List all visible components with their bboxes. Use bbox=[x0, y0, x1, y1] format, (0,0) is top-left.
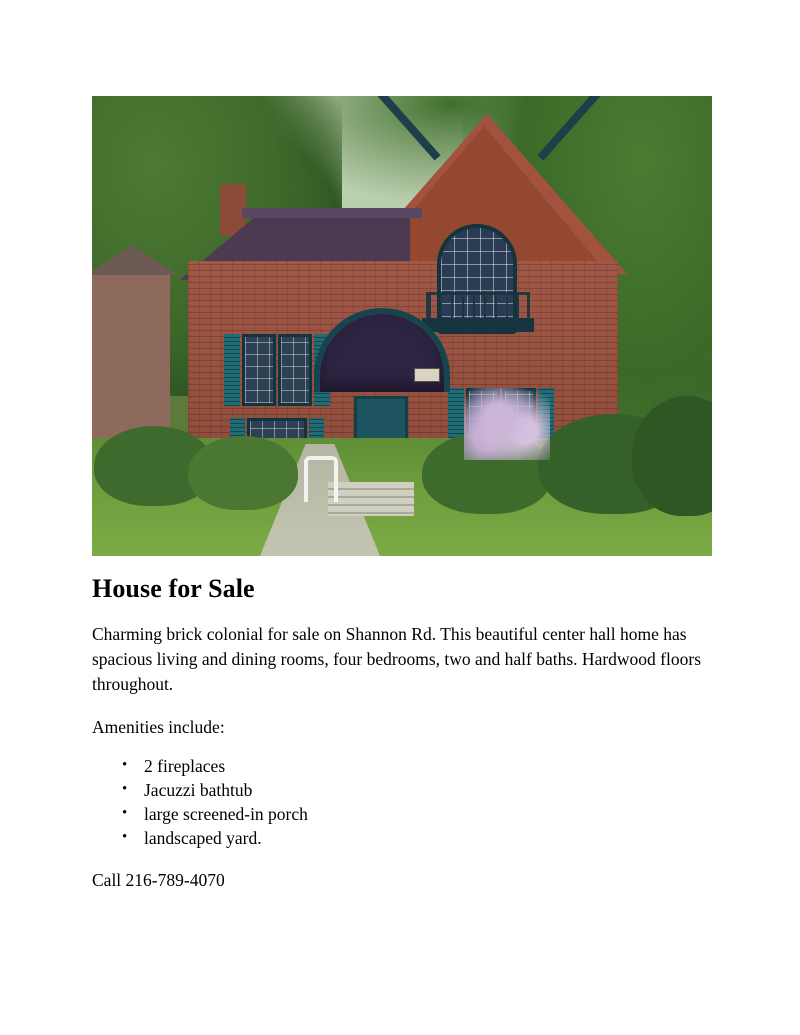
balcony-ledge bbox=[422, 318, 534, 332]
list-item: • Jacuzzi bathtub bbox=[144, 778, 712, 802]
neighbor-house bbox=[92, 271, 170, 446]
window-panes bbox=[281, 337, 309, 403]
list-item: • large screened-in porch bbox=[144, 802, 712, 826]
house-number-plate bbox=[414, 368, 440, 382]
list-item: • landscaped yard. bbox=[144, 826, 712, 850]
description-paragraph: Charming brick colonial for sale on Shannon Rd. This beautiful center hall home has spacious living and dining rooms, four bedrooms, two and half baths. Hardwood floors throughout. bbox=[92, 624, 702, 694]
document-body bbox=[92, 96, 712, 893]
list-item: • 2 fireplaces bbox=[144, 754, 712, 778]
amenities-list bbox=[92, 754, 712, 850]
bush-left-2 bbox=[188, 436, 298, 510]
window-upper-left-a bbox=[242, 334, 276, 406]
shutter-upper-left-outer bbox=[224, 334, 240, 406]
photo-scene bbox=[92, 96, 712, 556]
roof-ridge bbox=[242, 208, 422, 218]
step-railing bbox=[304, 456, 338, 502]
lilac-shrub bbox=[464, 388, 550, 460]
amenities-heading: Amenities include: bbox=[92, 717, 225, 737]
house-photo bbox=[92, 96, 712, 556]
balcony-railing bbox=[426, 292, 530, 318]
call-to-action: Call 216-789-4070 bbox=[92, 870, 225, 890]
window-panes bbox=[245, 337, 273, 403]
front-steps bbox=[328, 482, 414, 516]
window-upper-left-b bbox=[278, 334, 312, 406]
page-title: House for Sale bbox=[92, 574, 255, 603]
